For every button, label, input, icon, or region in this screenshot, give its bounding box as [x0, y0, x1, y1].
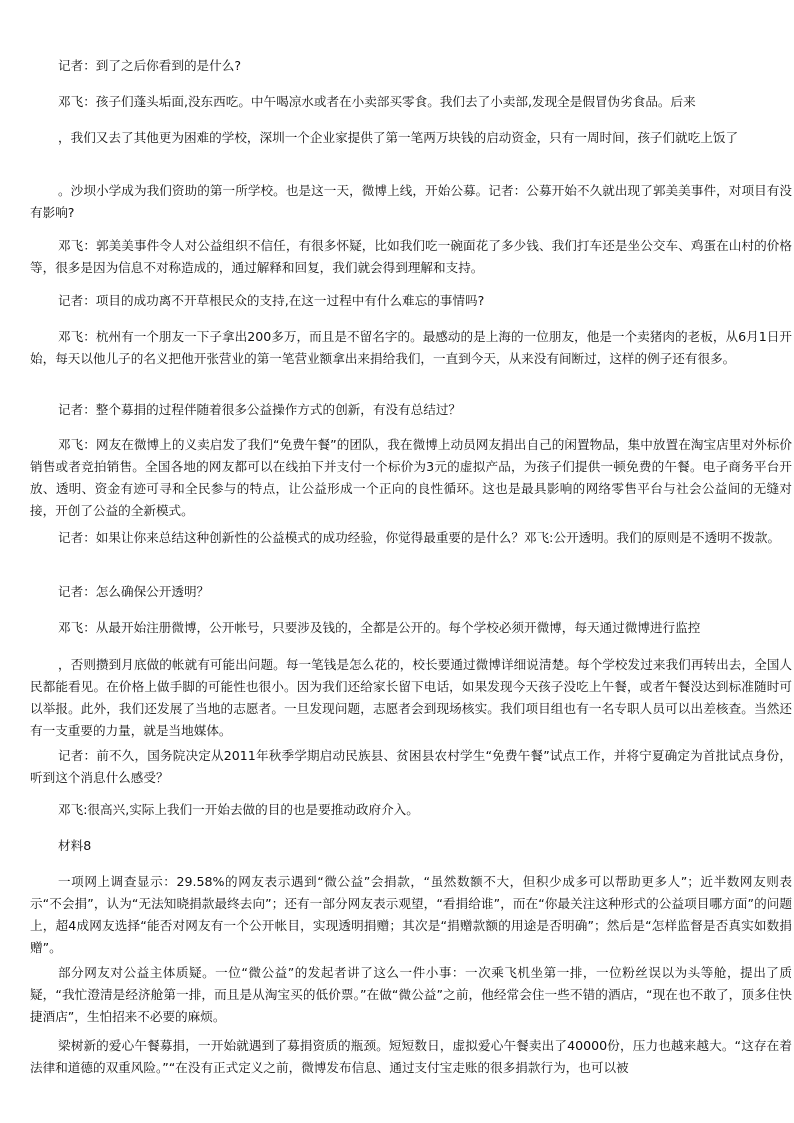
paragraph-15: 邓飞:很高兴,实际上我们一开始去做的目的也是要推动政府介入。	[58, 802, 419, 817]
paragraph-1: 记者：到了之后你看到的是什么?	[58, 58, 241, 73]
paragraph-13: ，否则攒到月底做的帐就有可能出问题。每一笔钱是怎么花的，校长要通过微博详细说清楚。每个学校发过来我们再转出去，全国人民都能看见。在价格上做手脚的可能性也很小。因为我们还给家长留下电话，如果发现今天孩子没吃上午餐，或者午餐没达到标准随时可以举报。此外，我们还发展了当地的志愿者。一旦发现问题，志愿者会到现场核实。我们项目组也有一名专职人员可以出差核查。当然还有一支重要的力量，就是当地媒体。	[30, 657, 792, 738]
paragraph-9: 邓飞：网友在微博上的义卖启发了我们“免费午餐”的团队，我在微博上动员网友捐出自己的闲置物品，集中放置在淘宝店里对外标价销售或者竞拍销售。全国各地的网友都可以在线拍下并支付一个标价为3元的虚拟产品，为孩子们提供一顿免费的午餐。电子商务平台开放、透明、资金有迹可寻和全民参与的特点，让公益形成一个正向的良性循环。这也是最具影响的网络零售平台与社会公益间的无缝对接，开创了公益的全新模式。	[30, 437, 792, 518]
paragraph-16: 一项网上调查显示：29.58%的网友表示遇到“微公益”会捐款，“虽然数额不大，但积少成多可以帮助更多人”；近半数网友则表示“不会捐”，认为“无法知晓捐款最终去向”；还有一部分网友表示观望，“看捐给谁”，而在“你最关注这种形式的公益项目哪方面”的问题上，超4成网友选择“能否对网友有一个公开帐目，实现透明捐赠；其次是“捐赠款额的用途是否明确”；然后是“怎样监督是否真实如数捐赠”。	[30, 874, 792, 955]
section-heading-material-8: 材料8	[58, 838, 92, 853]
paragraph-7: 邓飞：杭州有一个朋友一下子拿出200多万，而且是不留名字的。最感动的是上海的一位朋友，他是一个卖猪肉的老板，从6月1日开始，每天以他儿子的名义把他开张营业的第一笔营业额拿出来捐给我们，一直到今天，从来没有间断过，这样的例子还有很多。	[30, 329, 792, 366]
paragraph-14: 记者：前不久，国务院决定从2011年秋季学期启动民族县、贫困县农村学生“免费午餐”试点工作，并将宁夏确定为首批试点身份，听到这个消息什么感受？	[30, 748, 792, 785]
paragraph-17: 部分网友对公益主体质疑。一位“微公益”的发起者讲了这么一件小事：一次乘飞机坐第一排，一位粉丝误以为头等舱，提出了质疑，“我忙澄清是经济舱第一排，而且是从淘宝买的低价票。”在做“微公益”之前，他经常会住一些不错的酒店，“现在也不敢了，顶多住快捷酒店”，生怕招来不必要的麻烦。	[30, 965, 792, 1024]
paragraph-6: 记者：项目的成功离不开草根民众的支持,在这一过程中有什么难忘的事情吗?	[58, 293, 485, 308]
paragraph-18: 梁树新的爱心午餐募捐，一开始就遇到了募捐资质的瓶颈。短短数日，虚拟爱心午餐卖出了40000份，压力也越来越大。“这存在着法律和道德的双重风险。”“在没有正式定义之前，微博发布信息、通过支付宝走账的很多捐款行为，也可以被	[30, 1038, 792, 1075]
paragraph-11: 记者：怎么确保公开透明？	[58, 584, 210, 599]
paragraph-5: 邓飞：郭美美事件令人对公益组织不信任，有很多怀疑，比如我们吃一碗面花了多少钱、我们打车还是坐公交车、鸡蛋在山村的价格等，很多是因为信息不对称造成的，通过解释和回复，我们就会得到理解和支持。	[30, 238, 792, 275]
paragraph-12: 邓飞：从最开始注册微博，公开帐号，只要涉及钱的，全都是公开的。每个学校必须开微博，每天通过微博进行监控	[58, 620, 701, 635]
paragraph-2: 邓飞：孩子们蓬头垢面,没东西吃。中午喝凉水或者在小卖部买零食。我们去了小卖部,发现全是假冒伪劣食品。后来	[58, 94, 696, 109]
paragraph-3: ，我们又去了其他更为困难的学校，深圳一个企业家提供了第一笔两万块钱的启动资金，只有一周时间，孩子们就吃上饭了	[58, 130, 739, 145]
paragraph-8: 记者：整个募捐的过程伴随着很多公益操作方式的创新，有没有总结过？	[58, 402, 461, 417]
paragraph-4: 。沙坝小学成为我们资助的第一所学校。也是这一天，微博上线，开始公募。记者：公募开始不久就出现了郭美美事件，对项目有没有影响?	[30, 183, 792, 220]
paragraph-10: 记者：如果让你来总结这种创新性的公益模式的成功经验，你觉得最重要的是什么？邓飞:公开透明。我们的原则是不透明不拨款。	[58, 530, 781, 545]
